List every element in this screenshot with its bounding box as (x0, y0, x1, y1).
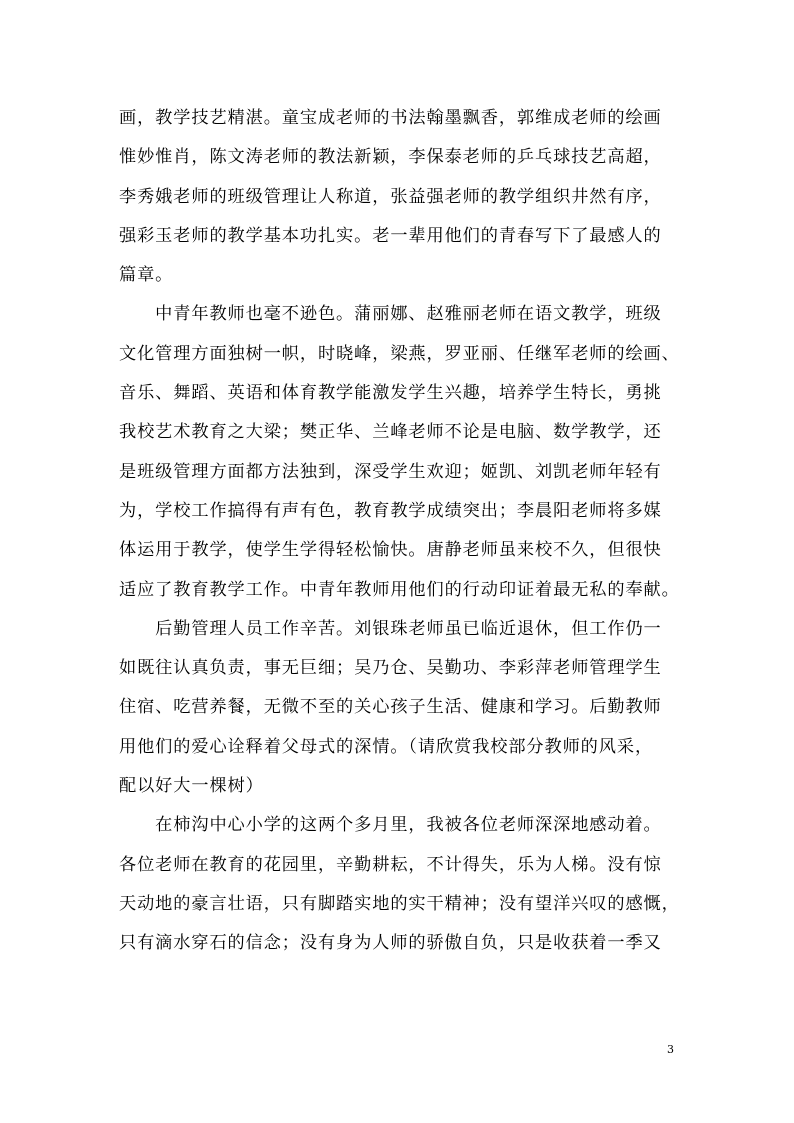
text-line: 在柿沟中心小学的这两个多月里，我被各位老师深深地感动着。 (119, 815, 662, 836)
text-line: 李秀娥老师的班级管理让人称道，张益强老师的教学组织井然有序， (119, 186, 662, 207)
text-line: 体运用于教学，使学生学得轻松愉快。唐静老师虽来校不久，但很快 (119, 540, 662, 561)
text-line: 音乐、舞蹈、英语和体育教学能激发学生兴趣，培养学生特长，勇挑 (119, 383, 662, 404)
text-line: 只有滴水穿石的信念；没有身为人师的骄傲自负，只是收获着一季又 (119, 933, 662, 954)
text-line: 篇章。 (119, 265, 174, 286)
text-line: 惟妙惟肖，陈文涛老师的教法新颖，李保泰老师的乒乓球技艺高超， (119, 147, 662, 168)
text-line: 天动地的豪言壮语，只有脚踏实地的实干精神；没有望洋兴叹的感慨， (119, 893, 680, 914)
text-line: 我校艺术教育之大梁；樊正华、兰峰老师不论是电脑、数学教学，还 (119, 422, 662, 443)
text-line: 文化管理方面独树一帜，时晓峰，梁燕，罗亚丽、任继军老师的绘画、 (119, 343, 680, 364)
text-line: 如既往认真负责，事无巨细；吴乃仓、吴勤功、李彩萍老师管理学生 (119, 658, 662, 679)
text-line: 后勤管理人员工作辛苦。刘银珠老师虽已临近退休，但工作仍一 (119, 618, 662, 639)
document-body (119, 99, 679, 964)
text-line: 为，学校工作搞得有声有色，教育教学成绩突出；李晨阳老师将多媒 (119, 500, 662, 521)
text-line: 用他们的爱心诠释着父母式的深情。（请欣赏我校部分教师的风采， (119, 736, 654, 757)
text-line: 中青年教师也毫不逊色。蒲丽娜、赵雅丽老师在语文教学，班级 (119, 304, 662, 325)
text-line: 画，教学技艺精湛。童宝成老师的书法翰墨飘香，郭维成老师的绘画 (119, 108, 662, 128)
text-line: 强彩玉老师的教学基本功扎实。老一辈用他们的青春写下了最感人的 (119, 225, 662, 246)
text-line: 适应了教育教学工作。中青年教师用他们的行动印证着最无私的奉献。 (119, 579, 680, 600)
text-line: 是班级管理方面都方法独到，深受学生欢迎；姬凯、刘凯老师年轻有 (119, 461, 662, 482)
page-number: 3 (667, 1043, 674, 1056)
text-line: 各位老师在教育的花园里，辛勤耕耘，不计得失，乐为人梯。没有惊 (119, 854, 662, 875)
text-line: 配以好大一棵树） (119, 776, 264, 797)
text-line: 住宿、吃营养餐，无微不至的关心孩子生活、健康和学习。后勤教师 (119, 697, 662, 718)
